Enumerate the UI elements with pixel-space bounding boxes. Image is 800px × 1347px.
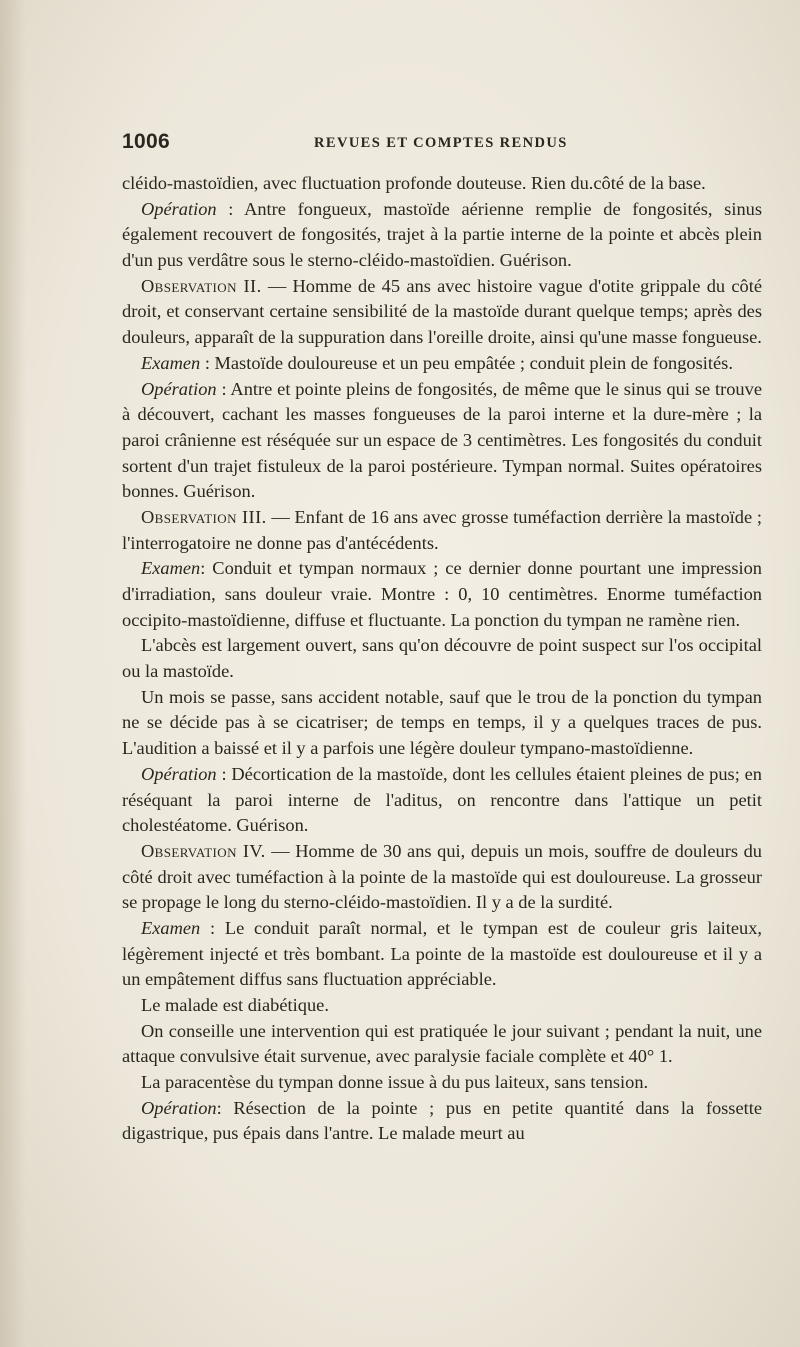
paragraph (122, 197, 762, 274)
paragraph-text: — Homme de 30 ans qui, depuis un mois, souffre de douleurs du côté droit avec tuméfaction à la pointe de la mastoïde qui est douloureuse. La grosseur se propage le long du sterno-cléido-mastoïdien. Il y a de la surdité. (122, 840, 762, 913)
section-label: Examen (141, 558, 201, 579)
paragraph-text: : Résection de la pointe ; pus en petite quantité dans la fossette digastrique, pus épais dans l'antre. Le malade meurt au (122, 1097, 762, 1144)
paragraph (122, 274, 762, 351)
observation-heading: Observation III. (141, 506, 267, 527)
observation-heading: Observation II. (141, 275, 262, 296)
paragraph (122, 556, 762, 633)
paragraph (122, 839, 762, 916)
paragraph-text: Un mois se passe, sans accident notable, sauf que le trou de la ponction du tympan ne se décide pas à se cicatriser; de temps en temps, il y a quelques traces de pus. L'audition a baissé et il y a parfois une légère douleur tympano-mastoïdienne. (122, 686, 762, 759)
paragraph-text: : Mastoïde douloureuse et un peu empâtée ; conduit plein de fongosités. (200, 352, 733, 373)
paragraph (122, 685, 762, 762)
body-text (122, 171, 762, 1147)
page-header (122, 130, 762, 160)
paragraph-text: L'abcès est largement ouvert, sans qu'on découvre de point suspect sur l'os occipital ou la mastoïde. (122, 635, 762, 682)
paragraph (122, 1019, 762, 1070)
paragraph (122, 916, 762, 993)
section-label: Opération (141, 1097, 217, 1118)
paragraph-text: : Conduit et tympan normaux ; ce dernier donne pourtant une impression d'irradiation, sans douleur vraie. Montre : 0, 10 centimètres. Enorme tuméfaction occipito-mastoïdienne, diffuse et fluctuante. La ponction du tympan ne ramène rien. (122, 558, 762, 630)
paragraph-text: : Antre et pointe pleins de fongosités, de même que le sinus qui se trouve à découvert, cachant les masses fongueuses de la paroi interne et la dure-mère ; la paroi crânienne est réséquée sur un espace de 3 centimètres. Les fongosités du conduit sortent d'un trajet fistuleux de la paroi postérieure. Tympan normal. Suites opératoires bonnes. Guérison. (122, 378, 762, 502)
paragraph-text: La paracentèse du tympan donne issue à du pus laiteux, sans tension. (141, 1072, 649, 1093)
paragraph-text: : Antre fongueux, mastoïde aérienne remplie de fongosités, sinus également recouvert de fongosités, trajet à la partie interne de la pointe et abcès plein d'un pus verdâtre sous le sterno-cléido-mastoïdien. Guérison. (122, 198, 762, 271)
paragraph (122, 993, 762, 1019)
paragraph-text: cléido-mastoïdien, avec fluctuation profonde douteuse. Rien du.côté de la base. (122, 173, 706, 193)
paragraph (122, 351, 762, 377)
paragraph (122, 171, 762, 197)
running-title: REVUES ET COMPTES RENDUS (314, 135, 568, 151)
paragraph-text: — Homme de 45 ans avec histoire vague d'otite grippale du côté droit, et conservant certaine sensibilité de la mastoïde durant quelque temps; après des douleurs, apparaît de la suppuration dans l'oreille droite, ainsi qu'une masse fongueuse. (122, 275, 762, 348)
section-label: Opération (141, 198, 217, 219)
paragraph (122, 1070, 762, 1096)
paragraph (122, 505, 762, 556)
paragraph (122, 633, 762, 684)
paragraph-text: On conseille une intervention qui est pratiquée le jour suivant ; pendant la nuit, une attaque convulsive était survenue, avec paralysie faciale complète et 40° 1. (122, 1020, 762, 1067)
paragraph-text: : Décortication de la mastoïde, dont les cellules étaient pleines de pus; en réséquant la paroi interne de l'aditus, on rencontre dans l'attique un petit cholestéatome. Guérison. (122, 763, 762, 836)
paragraph-text: Le malade est diabétique. (141, 995, 329, 1015)
section-label: Opération (141, 763, 217, 784)
section-label: Examen (141, 917, 201, 938)
page-number: 1006 (122, 130, 170, 153)
section-label: Examen (141, 352, 201, 373)
paragraph (122, 377, 762, 505)
observation-heading: Observation IV. (141, 840, 266, 861)
section-label: Opération (141, 378, 217, 399)
paragraph (122, 762, 762, 839)
paragraph (122, 1096, 762, 1147)
paragraph-text: : Le conduit paraît normal, et le tympan est de couleur gris laiteux, légèrement injecté et très bombant. La pointe de la mastoïde est douloureuse et il y a un empâtement diffus sans fluctuation appréciable. (122, 917, 762, 990)
paragraph-text: — Enfant de 16 ans avec grosse tuméfaction derrière la mastoïde ; l'interrogatoire ne donne pas d'antécédents. (122, 506, 762, 553)
